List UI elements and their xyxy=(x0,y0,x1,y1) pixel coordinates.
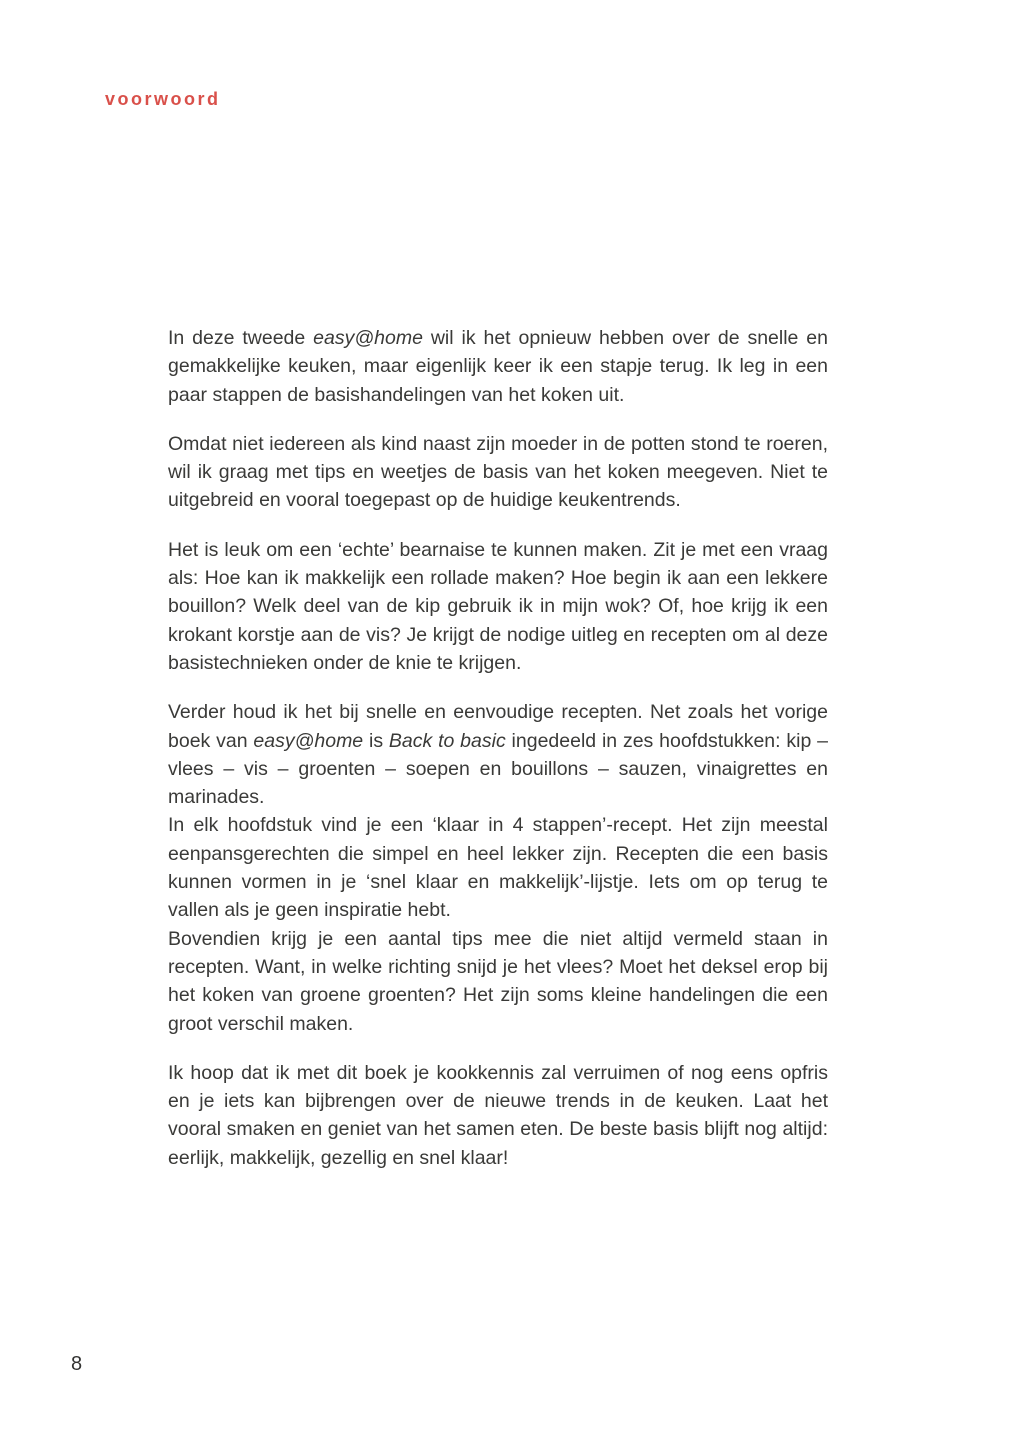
text-run: is xyxy=(363,729,389,752)
text-run: Verder houd ik het bij snelle en eenvoudige recepten. Net zoals het vorige boek van xyxy=(168,701,828,752)
page-number: 8 xyxy=(71,1353,83,1375)
body-text xyxy=(168,324,828,1172)
paragraph xyxy=(168,698,828,811)
italic-text-run: Back to basic xyxy=(388,729,506,752)
paragraph xyxy=(168,536,828,677)
paragraph xyxy=(168,811,828,924)
text-run: Bovendien krijg je een aantal tips mee die niet altijd vermeld staan in recepten. Want, in welke richting snijd je het vlees? Moet het deksel erop bij het koken van groene groenten? Het zijn soms kleine handelingen die een groot verschil maken. xyxy=(168,927,828,1035)
paragraph xyxy=(168,430,828,515)
text-run: wil ik het opnieuw hebben over de snelle en gemakkelijke keuken, maar eigenlijk keer ik een stapje terug. Ik leg in een paar stappen de basishandelingen van het koken uit. xyxy=(168,327,828,406)
paragraph xyxy=(168,1059,828,1172)
text-run: Ik hoop dat ik met dit boek je kookkennis zal verruimen of nog eens opfris en je iets kan bijbrengen over de nieuwe trends in de keuken. Laat het vooral smaken en geniet van het samen eten. De beste basis blijft nog altijd: eerlijk, makkelijk, gezellig en snel klaar! xyxy=(168,1061,828,1169)
italic-text-run: easy@home xyxy=(313,327,423,349)
text-run: Omdat niet iedereen als kind naast zijn moeder in de potten stond te roeren, wil ik graag met tips en weetjes de basis van het koken meegeven. Niet te uitgebreid en vooral toegepast op de huidige keukentrends. xyxy=(168,432,828,512)
text-run: In elk hoofdstuk vind je een ‘klaar in 4 stappen’-recept. Het zijn meestal eenpansgerechten die simpel en heel lekker zijn. Recepten die een basis kunnen vormen in je ‘snel klaar en makkelijk’-lijstje. Iets om op terug te vallen als je geen inspiratie hebt. xyxy=(168,814,828,922)
text-run: Het is leuk om een ‘echte’ bearnaise te kunnen maken. Zit je met een vraag als: Hoe kan ik makkelijk een rollade maken? Hoe begin ik aan een lekkere bouillon? Welk deel van de kip gebruik ik in mijn wok? Of, hoe krijg ik een krokant korstje aan de vis? Je krijgt de nodige uitleg en recepten om al deze basistechnieken onder de knie te krijgen. xyxy=(168,538,828,674)
paragraph xyxy=(168,925,828,1038)
page-heading: voorwoord xyxy=(105,89,221,109)
text-run: In deze tweede xyxy=(168,327,314,349)
paragraph xyxy=(168,324,828,409)
text-run: ingedeeld in zes hoofdstukken: kip – vlees – vis – groenten – soepen en bouillons – sauzen, vinaigrettes en marinades. xyxy=(168,729,828,809)
italic-text-run: easy@home xyxy=(253,729,364,752)
